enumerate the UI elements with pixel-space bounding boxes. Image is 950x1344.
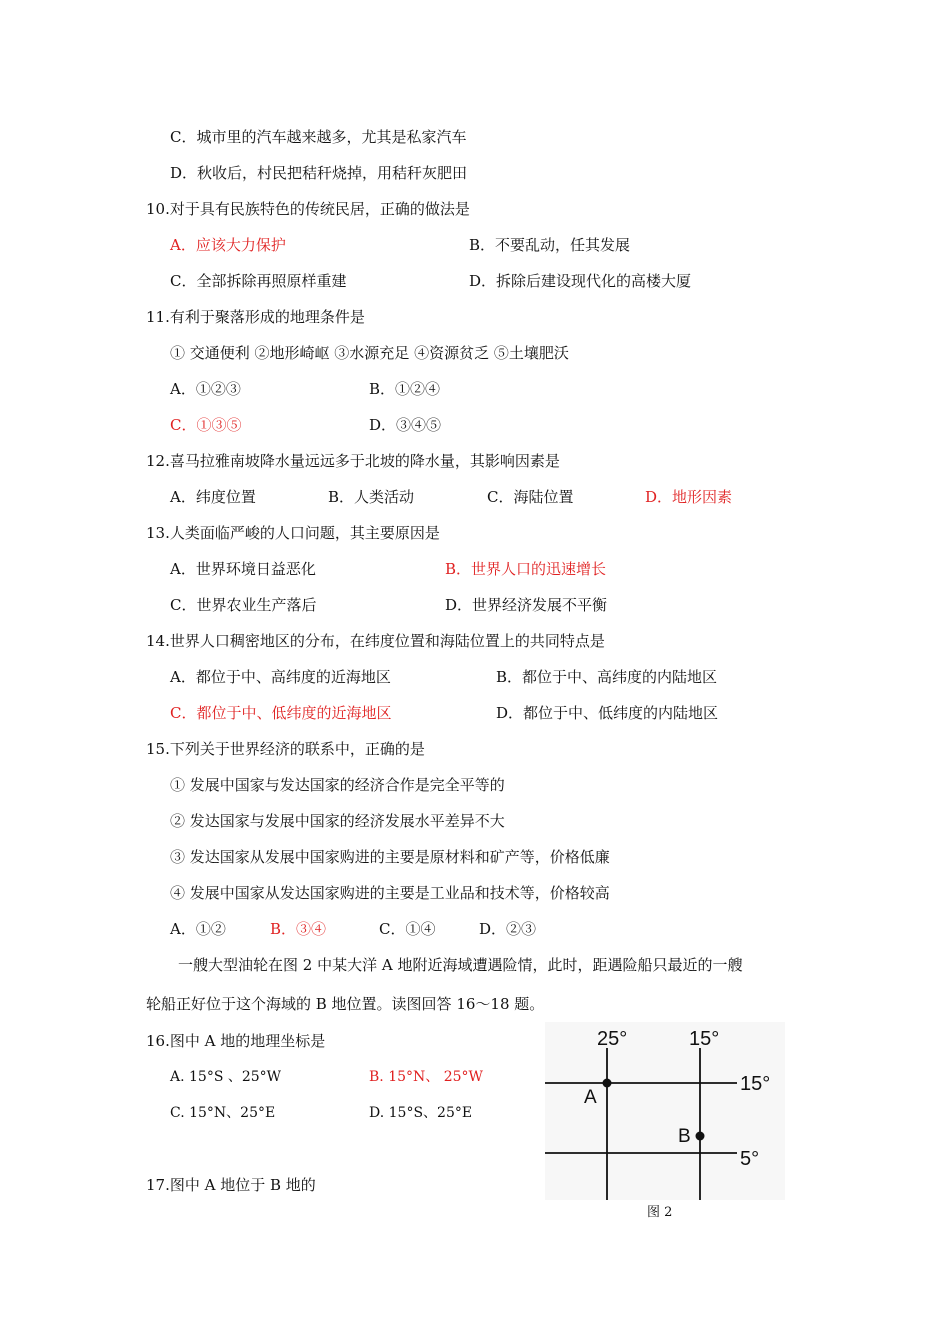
q14-option-c: C．都位于中、低纬度的近海地区 xyxy=(170,704,392,722)
figure-background xyxy=(545,1022,785,1200)
q15-option-c: C．①④ xyxy=(379,920,436,938)
label-lat-5: 5° xyxy=(740,1148,760,1170)
label-lon-15: 15° xyxy=(689,1028,720,1050)
label-lon-25: 25° xyxy=(597,1028,628,1050)
q14-option-d: D．都位于中、低纬度的内陆地区 xyxy=(496,704,719,722)
q13-option-d: D．世界经济发展不平衡 xyxy=(445,596,608,614)
q12-option-c: C．海陆位置 xyxy=(487,488,574,506)
point-a xyxy=(603,1079,612,1088)
q16-stem: 16.图中 A 地的地理坐标是 xyxy=(146,1032,326,1050)
passage-line-1: 一艘大型油轮在图 2 中某大洋 A 地附近海域遭遇险情，此时，距遇险船只最近的一艘 xyxy=(178,956,743,974)
q13-stem: 13.人类面临严峻的人口问题，其主要原因是 xyxy=(146,524,440,542)
point-b xyxy=(696,1132,705,1141)
q12-stem: 12.喜马拉雅南坡降水量远远多于北坡的降水量，其影响因素是 xyxy=(146,452,560,470)
q12-option-a: A．纬度位置 xyxy=(170,488,256,506)
q14-option-a: A．都位于中、高纬度的近海地区 xyxy=(170,668,391,686)
figure-caption: 图 2 xyxy=(647,1205,673,1220)
q13-option-b: B．世界人口的迅速增长 xyxy=(445,560,607,578)
q11-items: ① 交通便利 ②地形崎岖 ③水源充足 ④资源贫乏 ⑤土壤肥沃 xyxy=(170,344,569,362)
q9-option-d: D．秋收后，村民把秸秆烧掉，用秸秆灰肥田 xyxy=(170,164,468,182)
q14-option-b: B．都位于中、高纬度的内陆地区 xyxy=(496,668,718,686)
q15-option-a: A．①② xyxy=(170,920,226,938)
point-a-label: A xyxy=(584,1087,597,1108)
q16-option-b: B. 15°N、 25°W xyxy=(369,1069,483,1085)
passage-line-2: 轮船正好位于这个海域的 B 地位置。读图回答 16～18 题。 xyxy=(146,995,545,1013)
q10-option-a: A．应该大力保护 xyxy=(170,236,286,254)
q15-item-2: ② 发达国家与发展中国家的经济发展水平差异不大 xyxy=(170,812,505,830)
q15-option-d: D．②③ xyxy=(479,920,537,938)
q11-option-d: D．③④⑤ xyxy=(369,416,442,434)
q11-option-c: C．①③⑤ xyxy=(170,416,242,434)
q15-option-b: B．③④ xyxy=(270,920,327,938)
q10-stem: 10.对于具有民族特色的传统民居，正确的做法是 xyxy=(146,200,470,218)
label-lat-15: 15° xyxy=(740,1073,771,1095)
q11-option-a: A．①②③ xyxy=(170,380,241,398)
q10-option-c: C．全部拆除再照原样重建 xyxy=(170,272,347,290)
q12-option-d: D．地形因素 xyxy=(645,488,733,506)
figure-2-grid xyxy=(540,1020,790,1205)
q13-option-c: C．世界农业生产落后 xyxy=(170,596,317,614)
q15-item-4: ④ 发展中国家从发达国家购进的主要是工业品和技术等，价格较高 xyxy=(170,884,610,902)
q17-stem: 17.图中 A 地位于 B 地的 xyxy=(146,1176,316,1194)
q16-option-a: A. 15°S 、25°W xyxy=(170,1069,282,1085)
q10-option-d: D．拆除后建设现代化的高楼大厦 xyxy=(469,272,692,290)
q13-option-a: A．世界环境日益恶化 xyxy=(170,560,316,578)
q15-item-1: ① 发展中国家与发达国家的经济合作是完全平等的 xyxy=(170,776,505,794)
q14-stem: 14.世界人口稠密地区的分布，在纬度位置和海陆位置上的共同特点是 xyxy=(146,632,605,650)
q16-option-d: D. 15°S、25°E xyxy=(369,1105,473,1121)
q11-stem: 11.有利于聚落形成的地理条件是 xyxy=(146,308,365,326)
q15-stem: 15.下列关于世界经济的联系中，正确的是 xyxy=(146,740,425,758)
q12-option-b: B．人类活动 xyxy=(328,488,415,506)
q16-option-c: C. 15°N、25°E xyxy=(170,1105,276,1121)
q9-option-c: C．城市里的汽车越来越多，尤其是私家汽车 xyxy=(170,128,467,146)
point-b-label: B xyxy=(678,1126,691,1147)
q10-option-b: B．不要乱动，任其发展 xyxy=(469,236,631,254)
q11-option-b: B．①②④ xyxy=(369,380,441,398)
q15-item-3: ③ 发达国家从发展中国家购进的主要是原材料和矿产等，价格低廉 xyxy=(170,848,610,866)
